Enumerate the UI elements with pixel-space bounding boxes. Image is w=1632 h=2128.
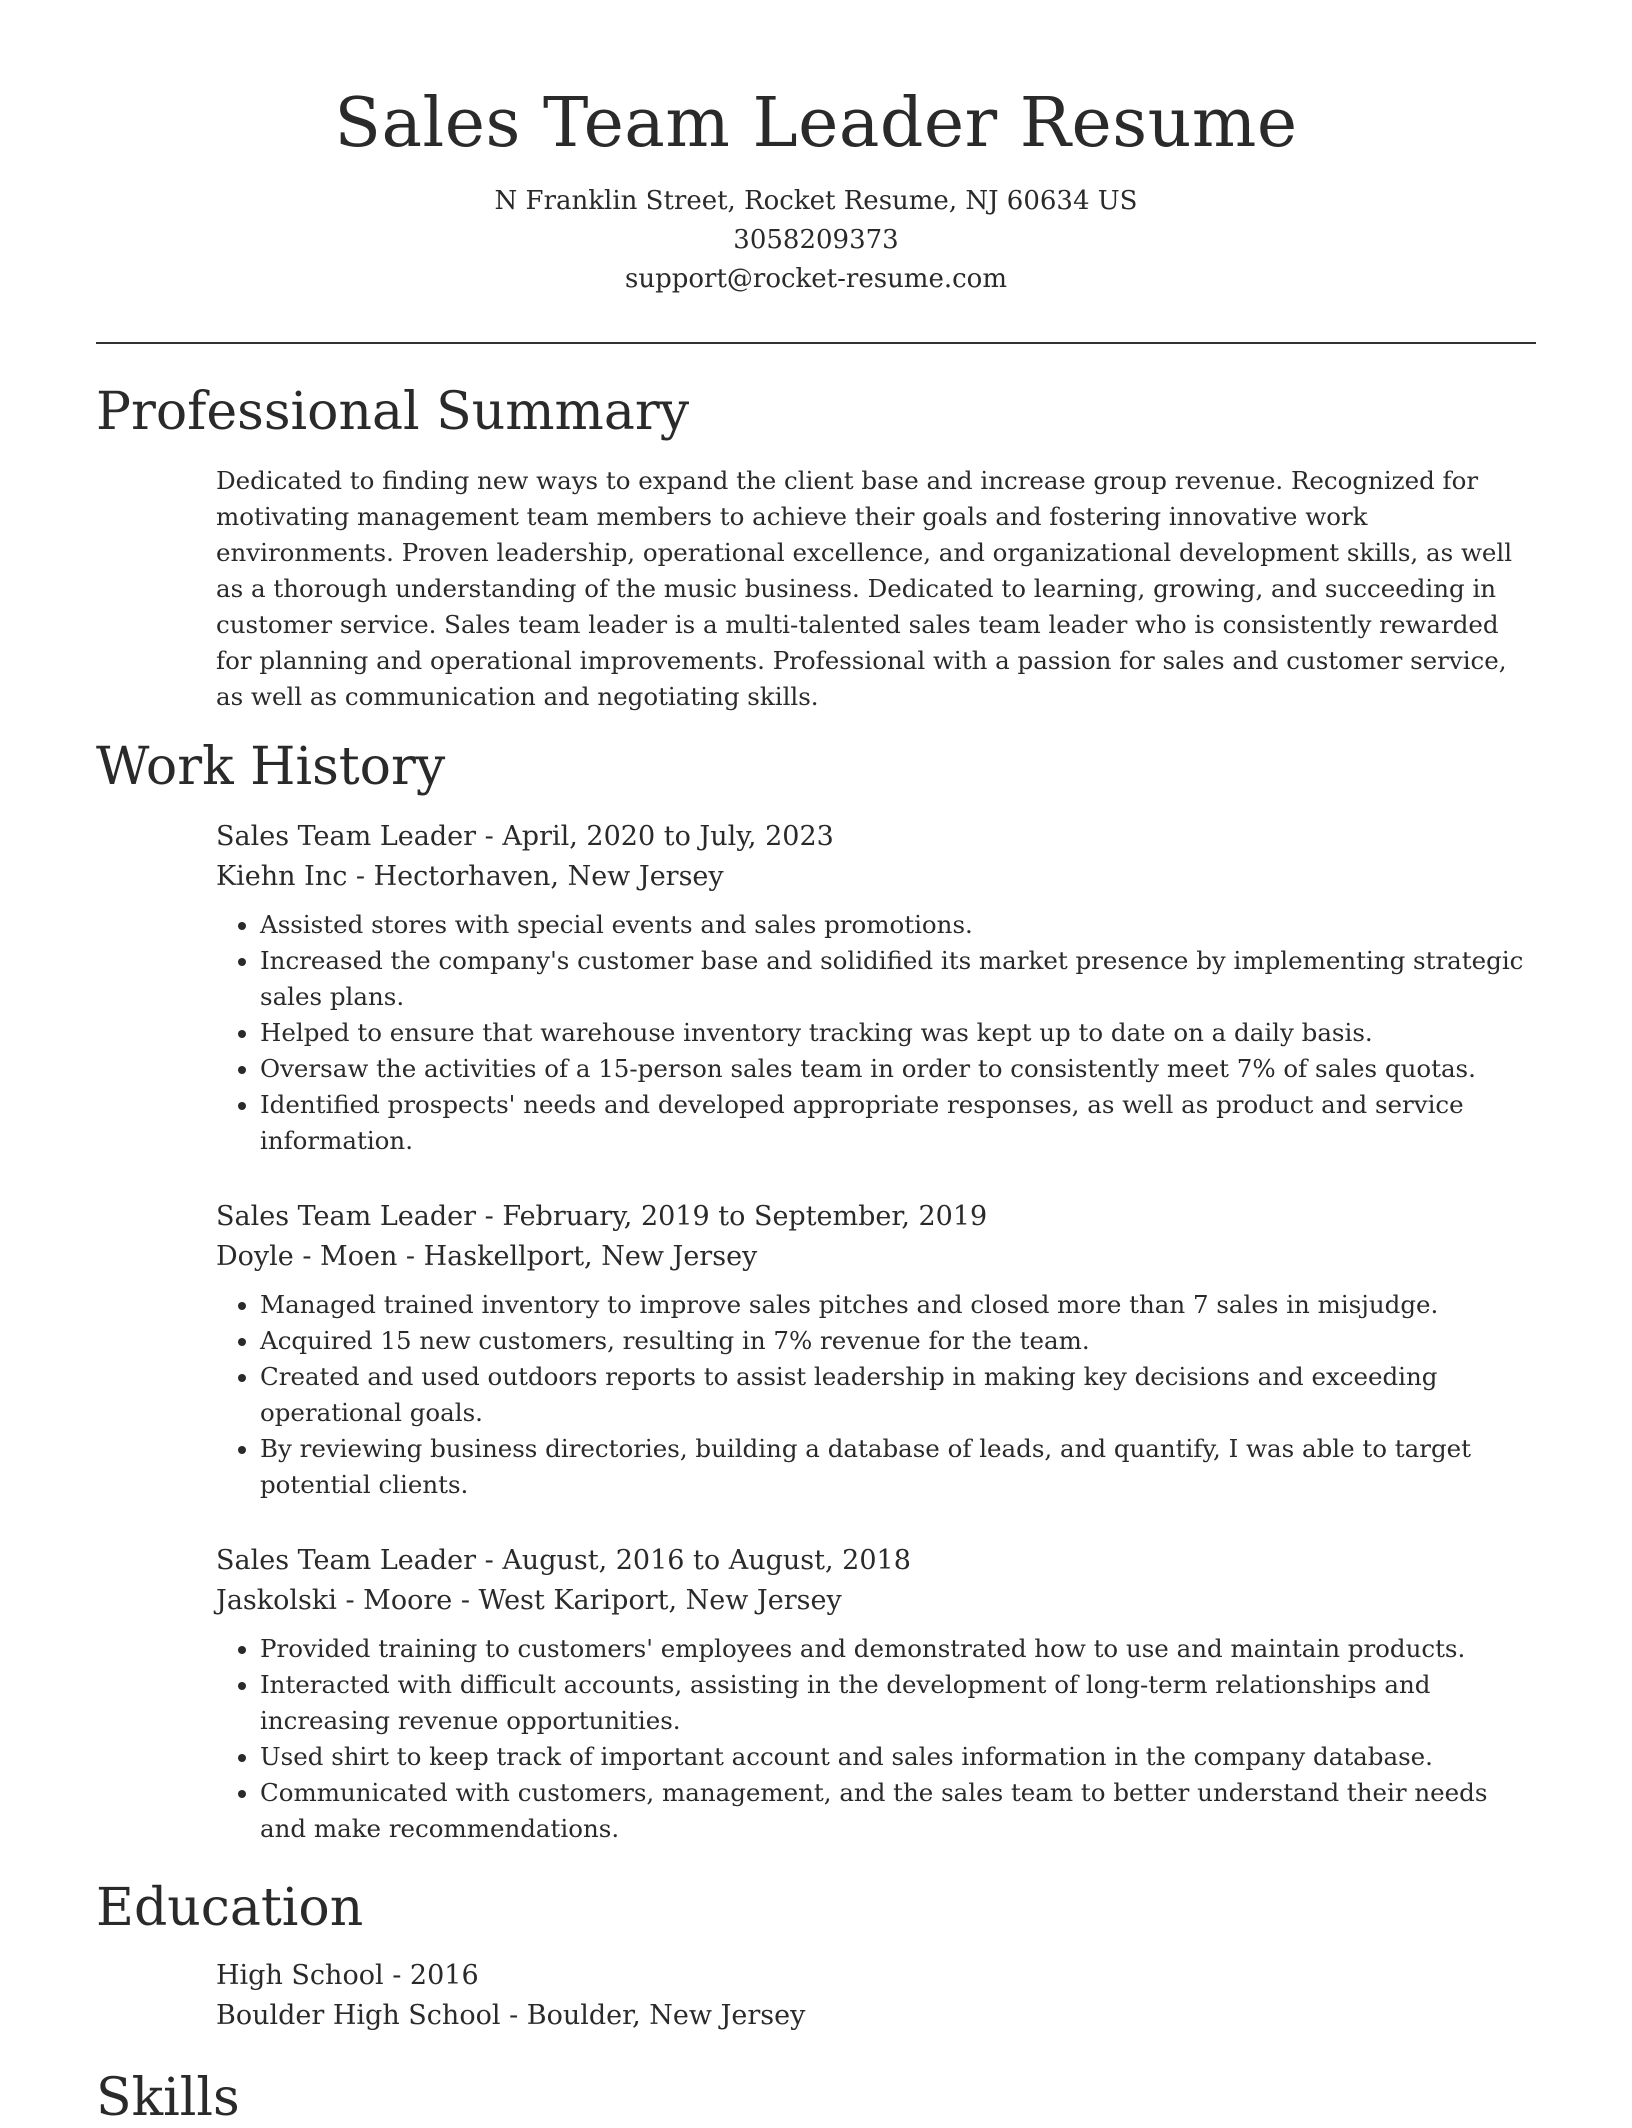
job-location: Hectorhaven, New Jersey — [373, 861, 724, 892]
separator: - — [484, 1545, 494, 1576]
job-entry-3 — [216, 1541, 1536, 1847]
education-school-line — [216, 1996, 1536, 2036]
job-company: Jaskolski - Moore — [216, 1585, 453, 1616]
page-title: Sales Team Leader Resume — [334, 84, 1298, 163]
job-title: Sales Team Leader — [216, 1201, 476, 1232]
list-item: • Provided training to customers' employees and demonstrated how to use and maintain products. — [260, 1631, 1536, 1667]
resume-header — [96, 80, 1536, 299]
education-school: Boulder High School — [216, 2000, 501, 2031]
job-duties-list — [216, 1287, 1536, 1503]
job-title: Sales Team Leader — [216, 821, 476, 852]
separator: - — [460, 1585, 470, 1616]
job-duties-list — [216, 1631, 1536, 1847]
summary-paragraph: Dedicated to finding new ways to expand the client base and increase group revenue. Recognized for motivating management team members to achieve their goals and fostering innovative work environments. Proven leadership, operational excellence, and organizational development skills, as well as a thorough understanding of the music business. Dedicated to learning, growing, and succeeding in customer service. Sales team leader is a multi-talented sales team leader who is consistently rewarded for planning and operational improvements. Professional with a passion for sales and customer service, as well as communication and negotiating skills. — [216, 466, 1513, 711]
job-entry-1 — [216, 817, 1536, 1159]
list-item: • Increased the company's customer base and solidified its market presence by implementing strategic sales plans. — [260, 943, 1536, 1015]
separator: - — [509, 2000, 519, 2031]
list-item: • Oversaw the activities of a 15-person sales team in order to consistently meet 7% of sales quotas. — [260, 1051, 1536, 1087]
list-item: • Used shirt to keep track of important account and sales information in the company database. — [260, 1739, 1536, 1775]
work-history-heading: Work History — [96, 737, 446, 797]
separator: - — [392, 1960, 402, 1991]
job-location: West Kariport, New Jersey — [478, 1585, 842, 1616]
separator: - — [484, 821, 494, 852]
list-item: • Identified prospects' needs and developed appropriate responses, as well as product and service information. — [260, 1087, 1536, 1159]
job-title-line — [216, 817, 1536, 857]
education-year: 2016 — [409, 1960, 479, 1991]
job-company: Doyle - Moen — [216, 1241, 398, 1272]
contact-block — [96, 182, 1536, 299]
list-item: • Acquired 15 new customers, resulting in 7% revenue for the team. — [260, 1323, 1536, 1359]
job-title: Sales Team Leader — [216, 1545, 476, 1576]
list-item: • Assisted stores with special events and sales promotions. — [260, 907, 1536, 943]
job-company: Kiehn Inc — [216, 861, 348, 892]
education-degree: High School — [216, 1960, 384, 1991]
address-text: N Franklin Street, Rocket Resume, NJ 60634 US — [494, 186, 1138, 216]
list-item: • Managed trained inventory to improve sales pitches and closed more than 7 sales in misjudge. — [260, 1287, 1536, 1323]
job-duties-list — [216, 907, 1536, 1159]
separator: - — [355, 861, 366, 892]
education-entry — [216, 1956, 1536, 2036]
list-item: • Helped to ensure that warehouse inventory tracking was kept up to date on a daily basis. — [260, 1015, 1536, 1051]
job-title-line — [216, 1541, 1536, 1581]
education-degree-line — [216, 1956, 1536, 1996]
job-dates: April, 2020 to July, 2023 — [502, 821, 834, 852]
list-item: • Interacted with difficult accounts, assisting in the development of long-term relationships and increasing revenue opportunities. — [260, 1667, 1536, 1739]
education-location: Boulder, New Jersey — [526, 2000, 806, 2031]
education-heading: Education — [96, 1878, 364, 1938]
job-dates: August, 2016 to August, 2018 — [502, 1545, 911, 1576]
job-dates: February, 2019 to September, 2019 — [502, 1201, 988, 1232]
separator: - — [484, 1201, 494, 1232]
job-title-line — [216, 1197, 1536, 1237]
email-text: support@rocket-resume.com — [624, 264, 1007, 294]
separator: - — [405, 1241, 416, 1272]
job-location: Haskellport, New Jersey — [423, 1241, 758, 1272]
summary-heading: Professional Summary — [96, 382, 690, 442]
job-company-line — [216, 857, 1536, 897]
list-item: • Communicated with customers, management, and the sales team to better understand their needs and make recommendations. — [260, 1775, 1536, 1847]
job-company-line — [216, 1581, 1536, 1621]
header-divider — [96, 342, 1536, 344]
job-company-line — [216, 1237, 1536, 1277]
job-entry-2 — [216, 1197, 1536, 1503]
skills-heading: Skills — [96, 2068, 240, 2128]
phone-text: 3058209373 — [733, 225, 899, 255]
list-item: • Created and used outdoors reports to assist leadership in making key decisions and exceeding operational goals. — [260, 1359, 1536, 1431]
list-item: • By reviewing business directories, building a database of leads, and quantify, I was able to target potential clients. — [260, 1431, 1536, 1503]
